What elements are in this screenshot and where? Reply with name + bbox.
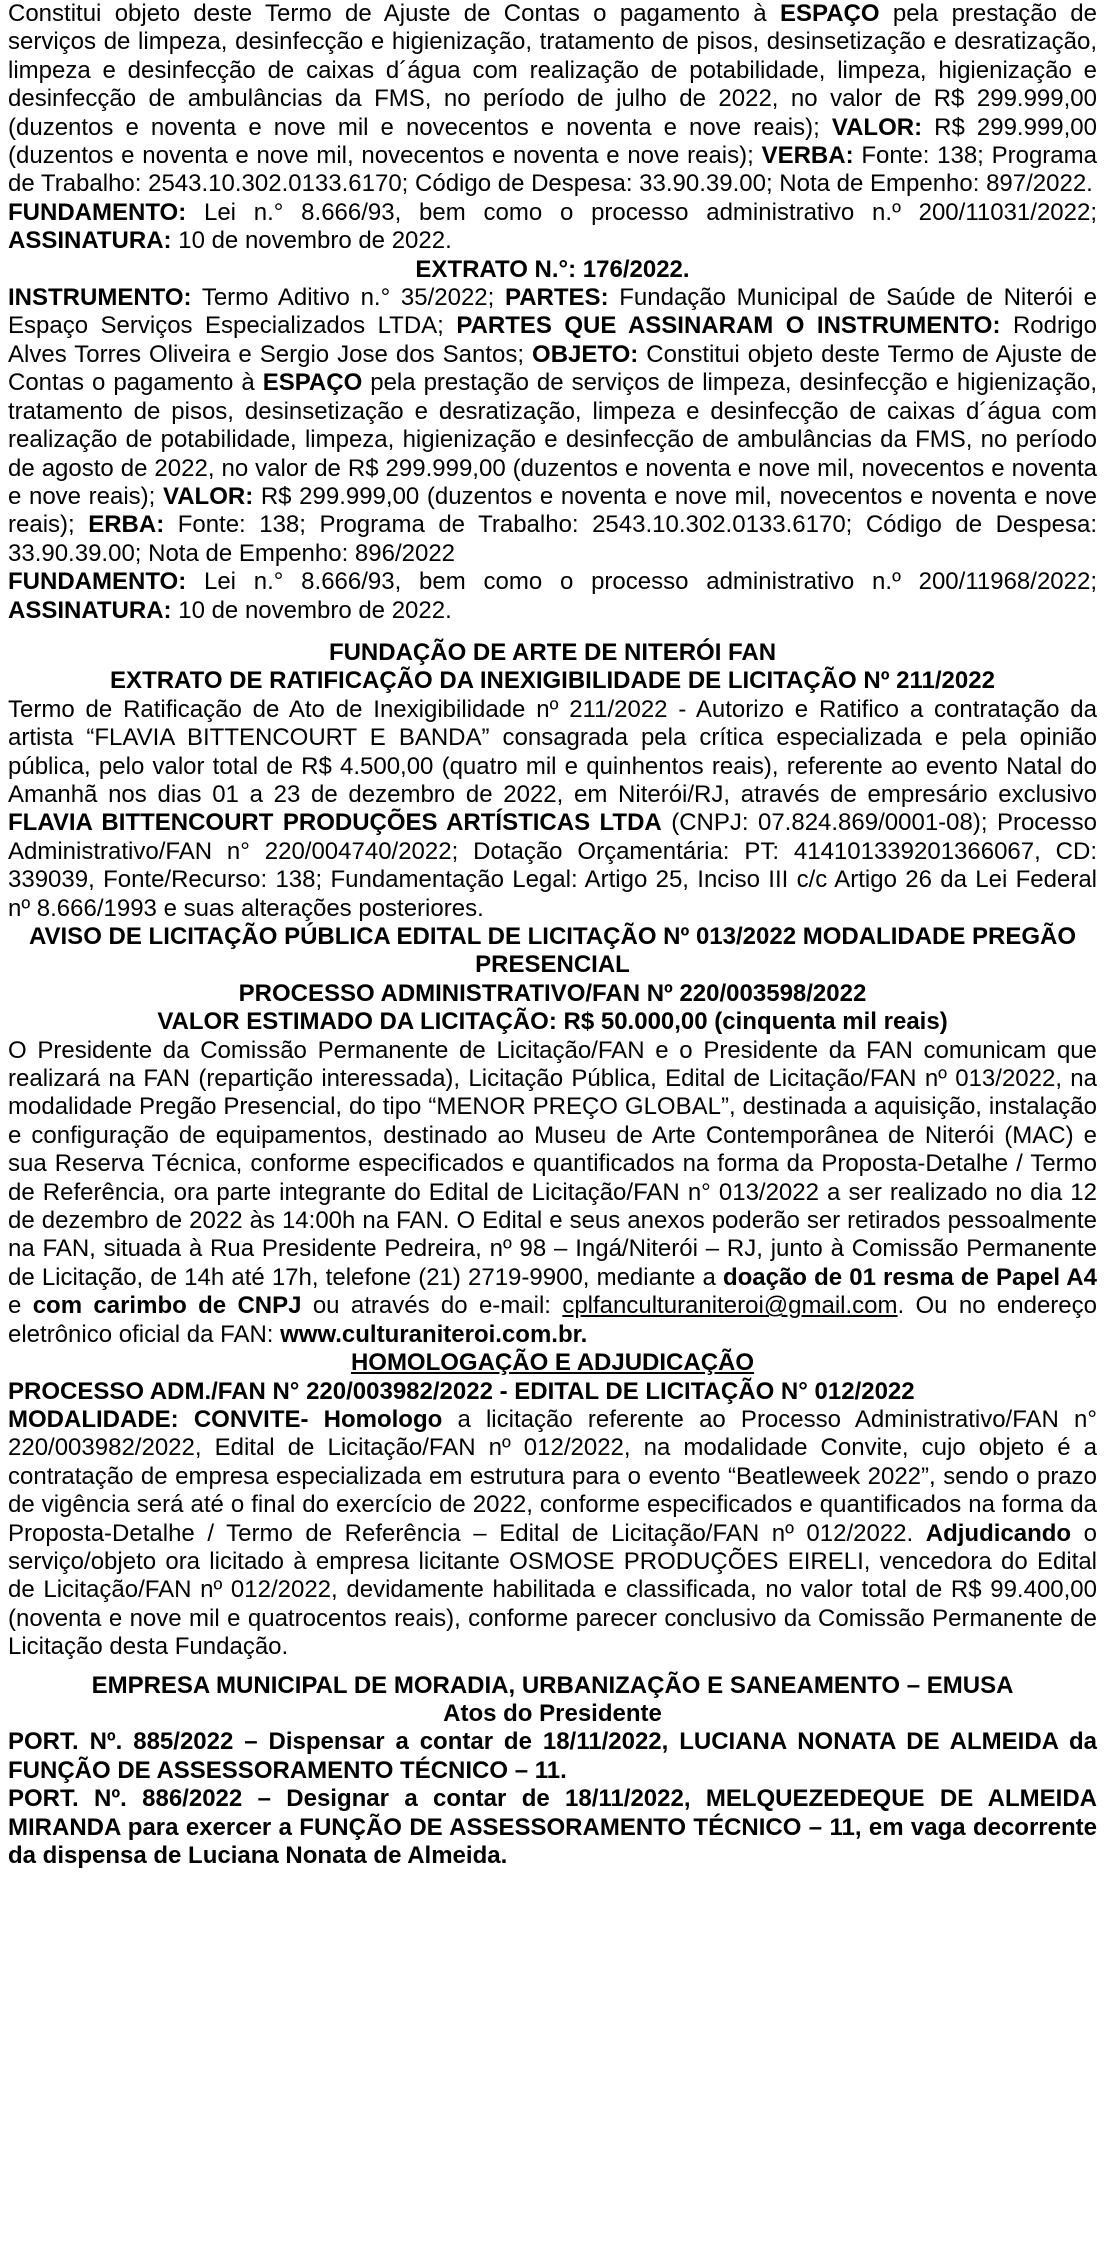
extrato-176-body bbox=[8, 284, 1097, 625]
bold-term: ESPAÇO bbox=[779, 0, 880, 27]
text: Termo de Ratificação de Ato de Inexigibilidade nº 211/2022 - Autorizo e Ratifico a contratação da artista “FLAVIA BITTENCOURT E BANDA” consagrada pela crítica especializada e pela opinião pública, pelo valor total de R$ 4.500,00 (quatro mil e quinhentos reais), referente ao evento Natal do Amanhã nos dias 01 a 23 de dezembro de 2022, em Niterói/RJ, através de empresário exclusivo bbox=[8, 695, 1097, 808]
bold-term: PARTES: bbox=[505, 284, 609, 312]
portaria-886 bbox=[8, 1785, 1097, 1870]
text: pela prestação de serviços de limpeza, desinfecção e higienização, tratamento de pisos, desinsetização e desratização, limpeza e desinfecção de caixas d´água com realização de potabilidade, limpeza, higienização e desinfecção de ambulâncias da FMS, no período de julho de 2022, no valor de R$ 299.999,00 (duzentos e noventa e nove mil e novecentos e noventa e nove reais); bbox=[8, 0, 1097, 141]
text: Lei n.° 8.666/93, bem como o processo administrativo n.º 200/11968/2022; bbox=[186, 568, 1097, 596]
bold-term: VALOR: bbox=[162, 482, 254, 510]
homologacao-heading: HOMOLOGAÇÃO E ADJUDICAÇÃO bbox=[350, 1349, 755, 1377]
bold-term: FUNDAMENTO: bbox=[8, 568, 187, 596]
ratificacao-heading: EXTRATO DE RATIFICAÇÃO DA INEXIGIBILIDADE DE LICITAÇÃO Nº 211/2022 bbox=[110, 667, 995, 695]
extrato-176-heading: EXTRATO N.°: 176/2022. bbox=[415, 255, 690, 283]
spacer bbox=[8, 625, 1097, 639]
website-link[interactable]: www.culturaniteroi.com.br. bbox=[280, 1320, 588, 1348]
text: 10 de novembro de 2022. bbox=[171, 596, 452, 624]
text: Constitui objeto deste Termo de Ajuste de Contas o pagamento à bbox=[8, 0, 780, 27]
text: e bbox=[8, 1292, 33, 1320]
text: pela prestação de serviços de limpeza, desinfecção e higienização, tratamento de pisos, desinsetização e desratização, limpeza e desinfecção de caixas d´água com realização de potabilidade, limpeza, higienização e desinfecção de ambulâncias da FMS, no período de agosto de 2022, no valor de R$ 299.999,00 (duzentos e noventa e nove mil, novecentos e noventa e nove reais); bbox=[8, 369, 1097, 510]
bold-term: FUNDAMENTO: bbox=[8, 198, 187, 226]
bold-term: ESPAÇO bbox=[262, 369, 363, 397]
text: Rodrigo Alves Torres Oliveira e Sergio Jose dos Santos; bbox=[8, 312, 1097, 368]
text: Fonte: 138; Programa de Trabalho: 2543.10.302.0133.6170; Código de Despesa: 33.90.39.00; Nota de Empenho: 897/2022. bbox=[8, 142, 1097, 198]
text: Lei n.° 8.666/93, bem como o processo administrativo n.º 200/11031/2022; bbox=[186, 198, 1097, 226]
text: o serviço/objeto ora licitado à empresa licitante OSMOSE PRODUÇÕES EIRELI, vencedora do Edital de Licitação/FAN nº 012/2022, devidamente habilitada e classificada, no valor total de R$ 99.400,00 (noventa e nove mil e quatrocentos reais), conforme parecer conclusivo da Comissão Permanente de Licitação desta Fundação. bbox=[8, 1519, 1097, 1661]
contract-paragraph-july bbox=[8, 0, 1097, 256]
bold-term: ASSINATURA: bbox=[8, 227, 172, 255]
bold-term: com carimbo de CNPJ bbox=[32, 1292, 302, 1320]
fan-heading: FUNDAÇÃO DE ARTE DE NITERÓI FAN bbox=[328, 638, 777, 666]
bold-term: PARTES QUE ASSINARAM O INSTRUMENTO: bbox=[456, 312, 1001, 340]
homologacao-body bbox=[8, 1378, 1097, 1662]
bold-term: ASSINATURA: bbox=[8, 596, 172, 624]
valor-estimado-heading: VALOR ESTIMADO DA LICITAÇÃO: R$ 50.000,00 (cinquenta mil reais) bbox=[157, 1008, 948, 1036]
portaria-885 bbox=[8, 1728, 1097, 1785]
text: (CNPJ: 07.824.869/0001-08); Processo Administrativo/FAN n° 220/004740/2022; Dotação Orçamentária: PT: 414101339201366067, CD: 339039, Fonte/Recurso: 138; Fundamentação Legal: Artigo 25, Inciso III c/c Artigo 26 da Lei Federal nº 8.666/1993 e suas alterações posteriores. bbox=[8, 809, 1097, 922]
text: . Ou no endereço eletrônico oficial da FAN: bbox=[8, 1292, 1097, 1348]
bold-term: Adjudicando bbox=[925, 1519, 1072, 1547]
text: R$ 299.999,00 (duzentos e noventa e nove mil, novecentos e noventa e nove reais); bbox=[8, 113, 1098, 170]
text: a licitação referente ao Processo Administrativo/FAN n° 220/003982/2022, Edital de Licitação/FAN nº 012/2022, na modalidade Convite, cujo objeto é a contratação de empresa especializada em estrutura para o evento “Beatleweek 2022”, sendo o prazo de vigência será até o final do exercício de 2022, conforme especificados e quantificados na forma da Proposta-Detalhe / Termo de Referência – Edital de Licitação/FAN nº 012/2022. bbox=[8, 1405, 1097, 1547]
emusa-heading: EMPRESA MUNICIPAL DE MORADIA, URBANIZAÇÃO E SANEAMENTO – EMUSA bbox=[91, 1671, 1014, 1699]
email-link[interactable]: cplfanculturaniteroi@gmail.com bbox=[562, 1292, 898, 1320]
text: R$ 299.999,00 (duzentos e noventa e nove mil, novecentos e noventa e nove reais); bbox=[8, 482, 1098, 539]
atos-presidente-heading: Atos do Presidente bbox=[443, 1699, 662, 1727]
bold-term: PORT. Nº. 886/2022 – Designar a contar de 18/11/2022, MELQUEZEDEQUE DE ALMEIDA MIRANDA para exercer a FUNÇÃO DE ASSESSORAMENTO TÉCNICO – 11, em vaga decorrente da dispensa de Luciana Nonata de Almeida. bbox=[8, 1785, 1097, 1869]
bold-term: doação de 01 resma de Papel A4 bbox=[722, 1263, 1097, 1291]
aviso-heading: AVISO DE LICITAÇÃO PÚBLICA EDITAL DE LICITAÇÃO Nº 013/2022 MODALIDADE PREGÃO PRESENCIAL bbox=[28, 923, 1077, 979]
text: 10 de novembro de 2022. bbox=[171, 227, 452, 255]
text: Constitui objeto deste Termo de Ajuste de Contas o pagamento à bbox=[8, 340, 1097, 397]
bold-term: FLAVIA BITTENCOURT PRODUÇÕES ARTÍSTICAS LTDA bbox=[8, 809, 662, 837]
bold-term: VERBA: bbox=[761, 142, 854, 170]
text: ou através do e-mail: bbox=[301, 1292, 563, 1320]
spacer bbox=[8, 1662, 1097, 1672]
text: Fonte: 138; Programa de Trabalho: 2543.10.302.0133.6170; Código de Despesa: 33.90.39.00; Nota de Empenho: 896/2022 bbox=[8, 511, 1097, 567]
bold-term: PORT. Nº. 885/2022 – Dispensar a contar de 18/11/2022, LUCIANA NONATA DE ALMEIDA da FUNÇÃO DE ASSESSORAMENTO TÉCNICO – 11. bbox=[8, 1728, 1097, 1784]
bold-term: INSTRUMENTO: bbox=[8, 284, 192, 312]
bold-term: OBJETO: bbox=[532, 340, 639, 368]
bold-term: ERBA: bbox=[88, 511, 165, 539]
bold-term: VALOR: bbox=[831, 113, 923, 141]
text: Fundação Municipal de Saúde de Niterói e Espaço Serviços Especializados LTDA; bbox=[8, 284, 1097, 340]
text: O Presidente da Comissão Permanente de Licitação/FAN e o Presidente da FAN comunicam que realizará na FAN (repartição interessada), Licitação Pública, Edital de Licitação/FAN nº 013/2022, na modalidade Pregão Presencial, do tipo “MENOR PREÇO GLOBAL”, destinada a aquisição, instalação e configuração de equipamentos, destinado ao Museu de Arte Contemporânea de Niterói (MAC) e sua Reserva Técnica, conforme especificados e quantificados na forma da Proposta-Detalhe / Termo de Referência, ora parte integrante do Edital de Licitação/FAN n° 013/2022 a ser realizado no dia 12 de dezembro de 2022 às 14:00h na FAN. O Edital e seus anexos poderão ser retirados pessoalmente na FAN, situada à Rua Presidente Pedreira, nº 98 – Ingá/Niterói – RJ, junto à Comissão Permanente de Licitação, de 14h até 17h, telefone (21) 2719-9900, mediante a bbox=[8, 1036, 1097, 1291]
aviso-body bbox=[8, 1037, 1097, 1349]
processo-heading: PROCESSO ADMINISTRATIVO/FAN Nº 220/003598/2022 bbox=[238, 979, 867, 1007]
ratificacao-body bbox=[8, 696, 1097, 923]
bold-term: PROCESSO ADM./FAN N° 220/003982/2022 - EDITAL DE LICITAÇÃO N° 012/2022 bbox=[8, 1377, 915, 1405]
bold-term: MODALIDADE: CONVITE- Homologo bbox=[8, 1405, 443, 1433]
text: Termo Aditivo n.° 35/2022; bbox=[191, 284, 505, 312]
